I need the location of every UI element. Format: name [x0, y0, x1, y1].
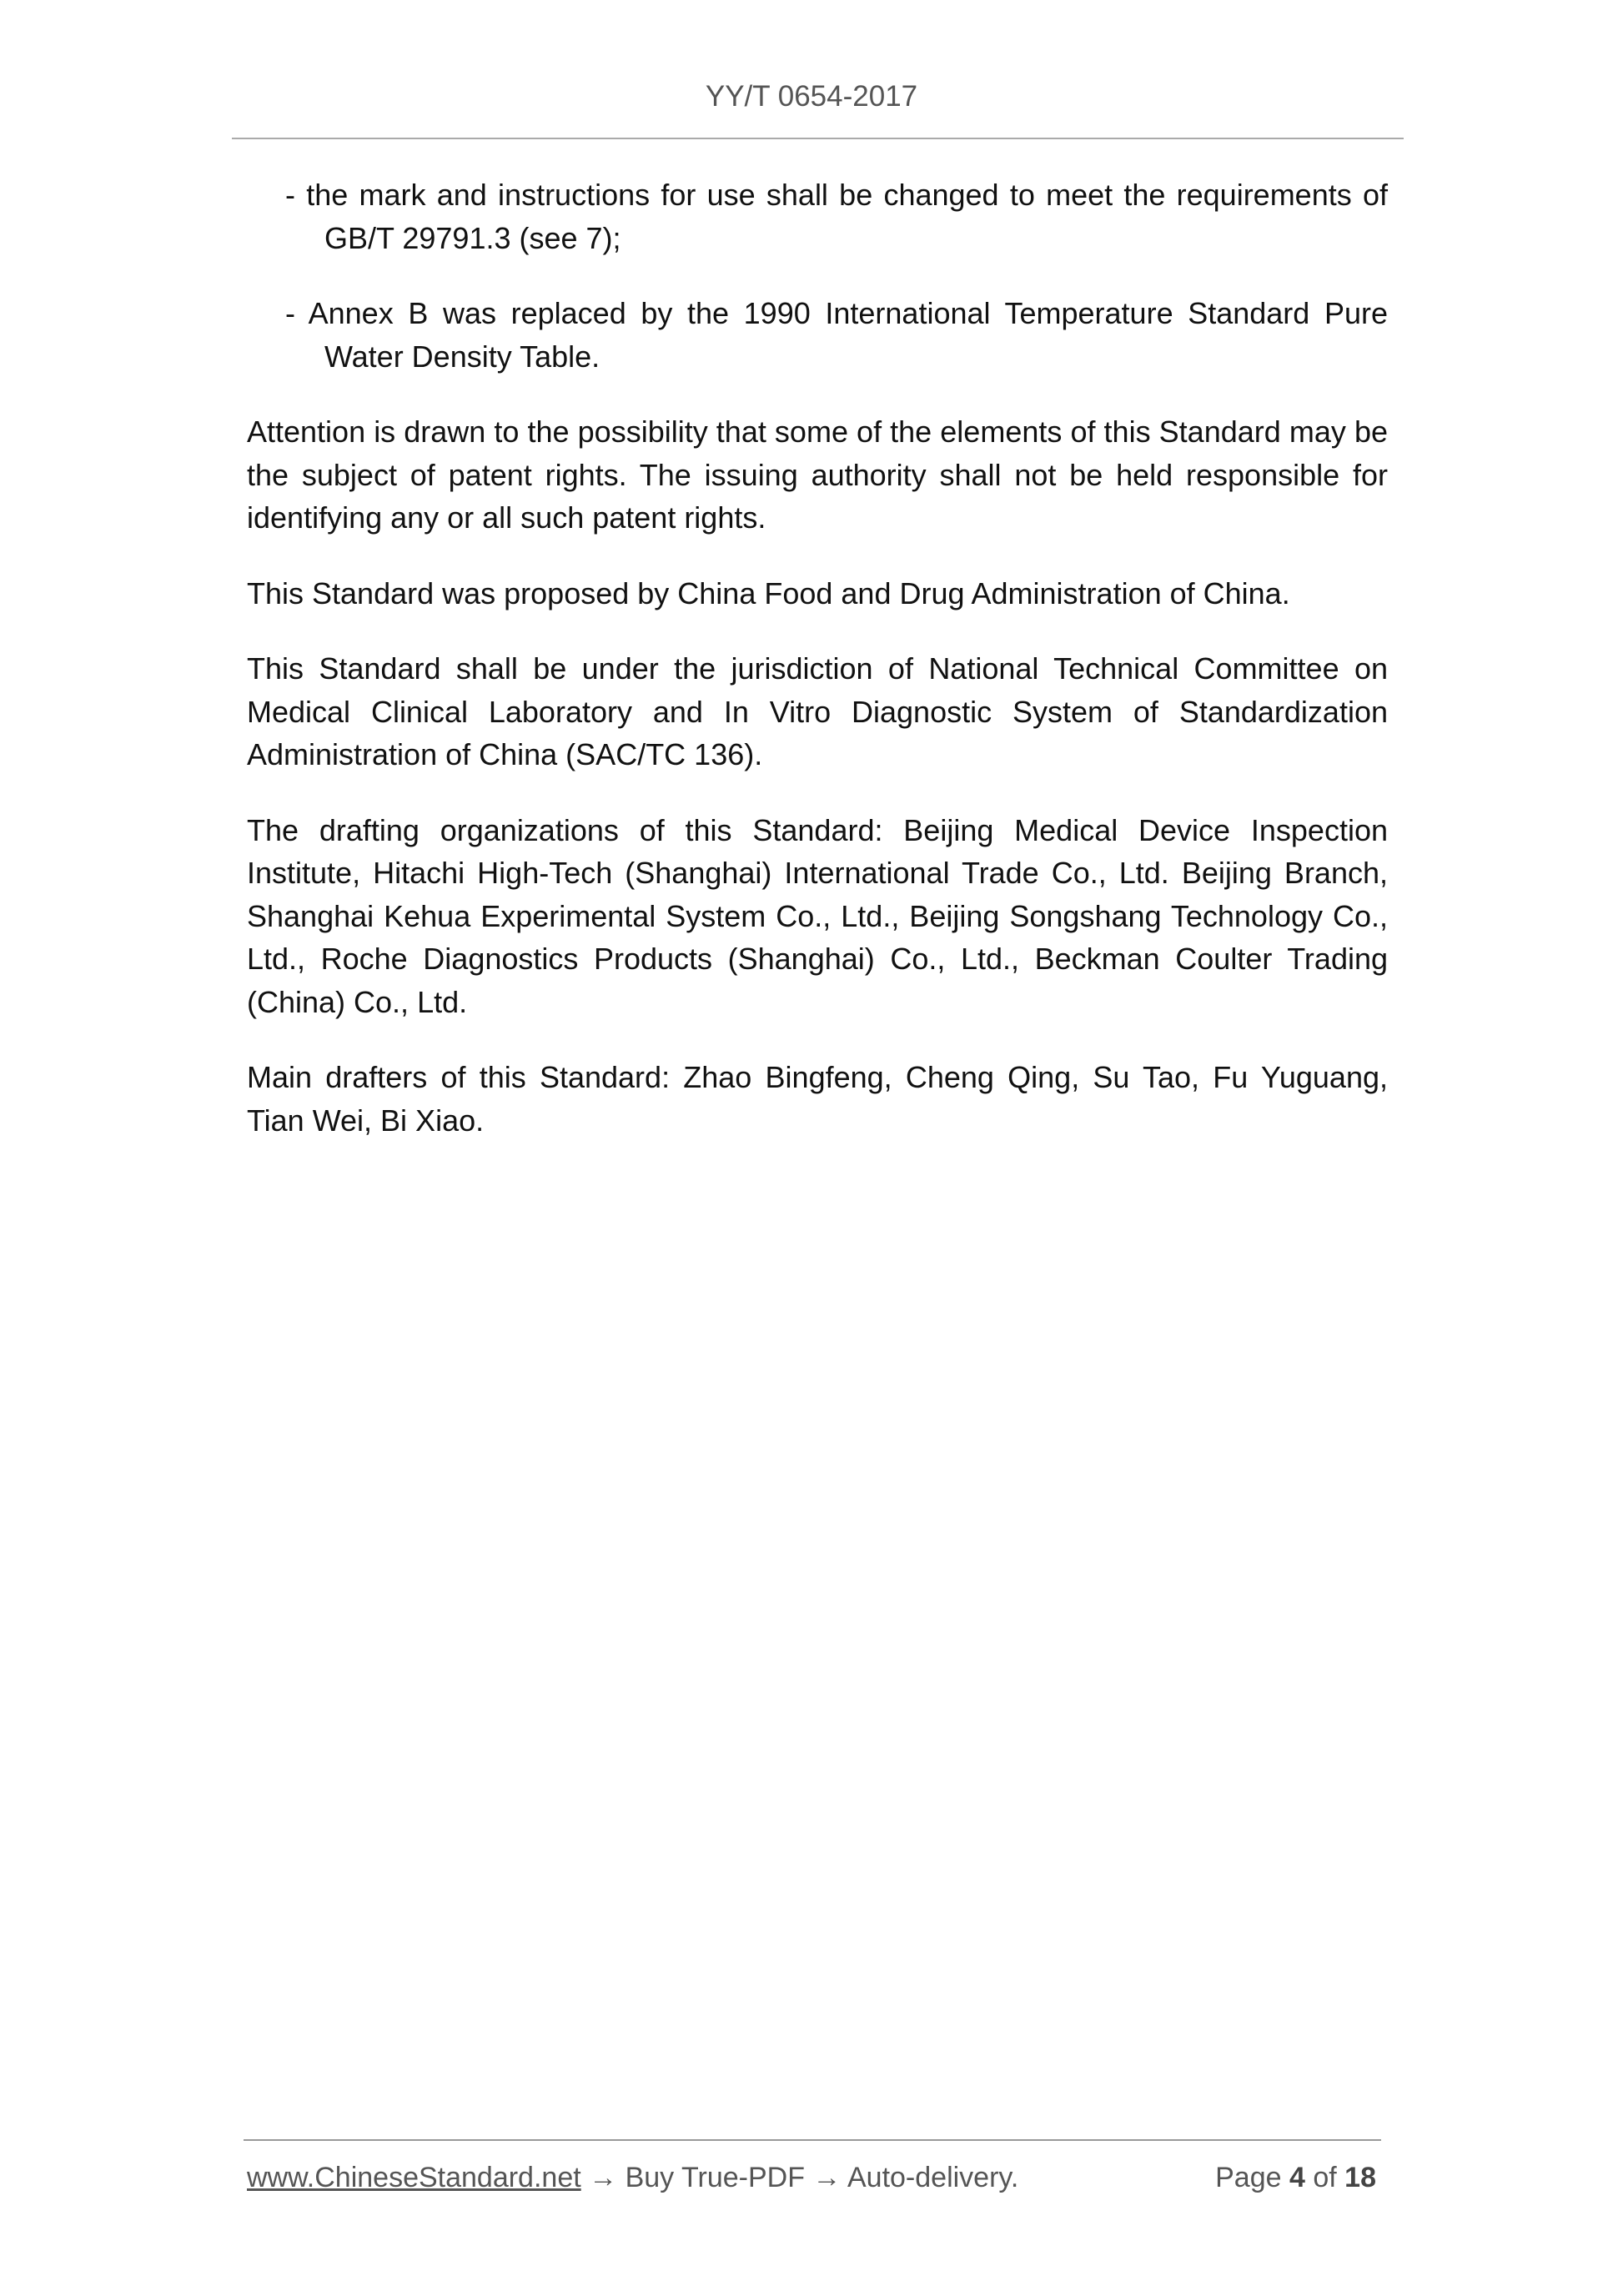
proposed-by-paragraph: This Standard was proposed by China Food and Drug Administration of China.: [247, 575, 1290, 610]
footer-divider: [244, 2139, 1381, 2141]
document-body: [247, 173, 1388, 1174]
page-number: Page 4 of 18: [1215, 2162, 1376, 2193]
document-code-header: YY/T 0654-2017: [705, 80, 918, 113]
change-bullet-2: - Annex B was replaced by the 1990 International Temperature Standard Pure Water Density Table.: [285, 296, 1388, 374]
page-footer: [247, 2162, 1376, 2194]
footer-promo: [247, 2162, 1018, 2194]
drafting-organizations-paragraph: The drafting organizations of this Standard: Beijing Medical Device Inspection Institute, Hitachi High-Tech (Shanghai) International Trade Co., Ltd. Beijing Branch, Shanghai Kehua Experimental System Co., Ltd., Beijing Songshang Technology Co., Ltd., Roche Diagnostics Products (Shanghai) Co., Ltd., Beckman Coulter Trading (China) Co., Ltd.: [247, 812, 1388, 1019]
website-link[interactable]: www.ChineseStandard.net: [247, 2162, 581, 2193]
patent-notice-paragraph: Attention is drawn to the possibility that some of the elements of this Standard may be the subject of patent rights. The issuing authority shall not be held responsible for identifying any or all such patent rights.: [247, 414, 1388, 535]
header-divider: [232, 138, 1404, 139]
promo-text: → Buy True-PDF → Auto-delivery.: [580, 2162, 1019, 2193]
jurisdiction-paragraph: This Standard shall be under the jurisdiction of National Technical Committee on Medical Clinical Laboratory and In Vitro Diagnostic System of Standardization Administration of China (SAC/TC 136).: [247, 651, 1388, 771]
change-bullet-1: - the mark and instructions for use shall be changed to meet the requirements of GB/T 29791.3 (see 7);: [285, 178, 1388, 255]
main-drafters-paragraph: Main drafters of this Standard: Zhao Bingfeng, Cheng Qing, Su Tao, Fu Yuguang, Tian Wei, Bi Xiao.: [247, 1060, 1388, 1138]
